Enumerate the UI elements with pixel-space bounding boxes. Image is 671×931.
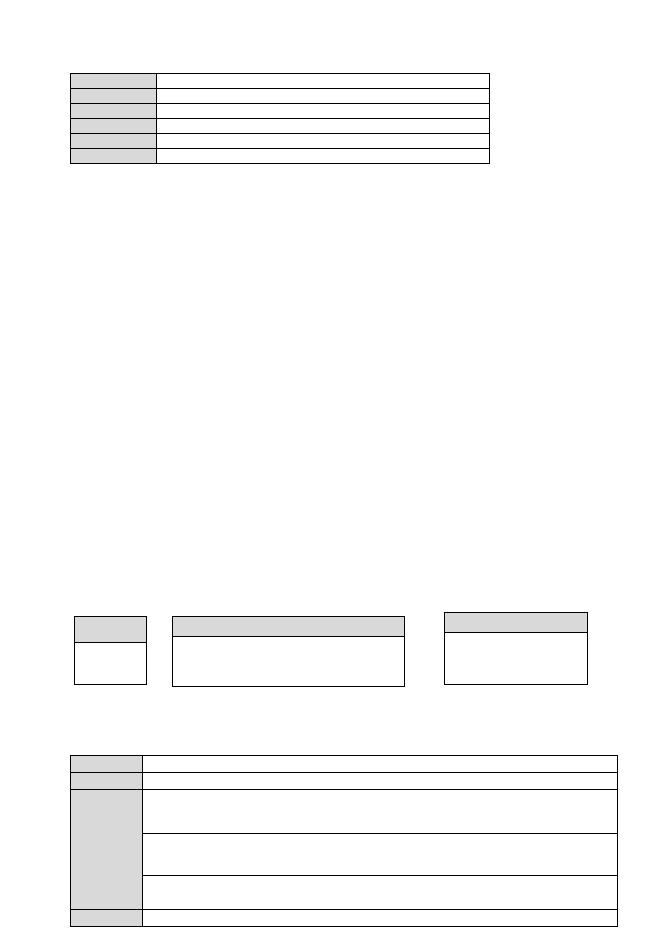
- period-label: [71, 773, 143, 790]
- equipment-value: [157, 149, 490, 164]
- facility-row: [71, 74, 490, 89]
- hospital-text: [143, 910, 618, 927]
- facility-label: [71, 74, 157, 89]
- facility-label: [71, 89, 157, 104]
- facility-value: [157, 104, 490, 119]
- facility-label: [71, 104, 157, 119]
- facility-table: [70, 73, 490, 164]
- hospital-label: [71, 910, 143, 927]
- contact-label: [71, 119, 157, 134]
- total-fee-box: [444, 612, 588, 685]
- reserve-label: [71, 756, 143, 773]
- facility-value: [157, 89, 490, 104]
- equipment-label: [71, 149, 157, 164]
- stay-value: [75, 643, 147, 685]
- total-label: [445, 613, 588, 633]
- facility-row: [71, 104, 490, 119]
- period-text: [143, 773, 618, 790]
- capacity-value: [157, 134, 490, 149]
- capacity-label: [71, 134, 157, 149]
- pickup-label: [71, 790, 143, 910]
- facility-row: [71, 89, 490, 104]
- facility-value: [157, 74, 490, 89]
- caution-table: [70, 755, 618, 927]
- total-value: [445, 633, 588, 685]
- food-label: [173, 617, 405, 637]
- reserve-text: [143, 756, 618, 773]
- stay-fee-box: [74, 616, 147, 685]
- food-fee-box: [172, 616, 405, 687]
